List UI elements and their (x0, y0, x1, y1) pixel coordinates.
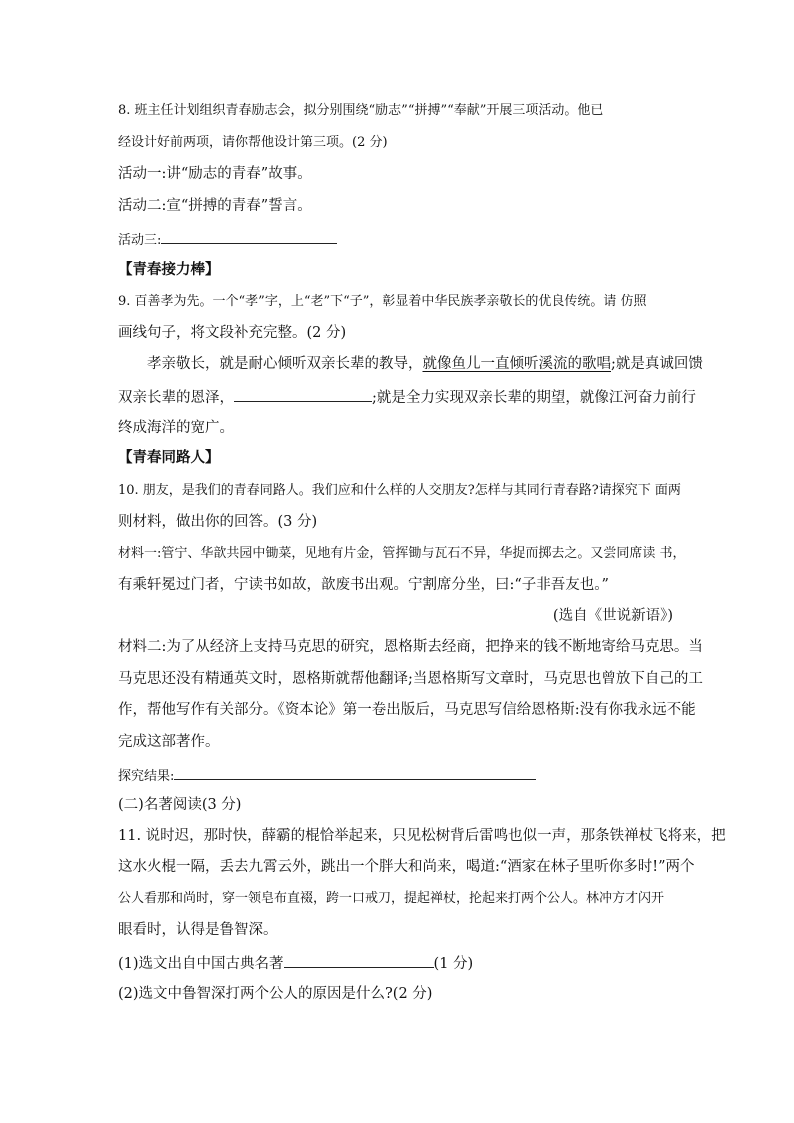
section-heading-classics: (二)名著阅读(3 分) (118, 797, 242, 813)
q10-material-1-line-2: 有乘轩冕过门者，宁读书如故，歆废书出观。宁割席分坐，曰:“子非吾友也。” (118, 577, 609, 593)
q9-paragraph-a: 孝亲敬长，就是耐心倾听双亲长辈的教导， (147, 356, 423, 372)
q8-activity-1: 活动一:讲“励志的青春”故事。 (118, 166, 312, 182)
q10-material-2-line-1: 材料二:为了从经济上支持马克思的研究，恩格斯去经商，把挣来的钱不断地寄给马克思。当 (118, 639, 703, 655)
q10-line-2: 则材料，做出你的回答。(3 分) (118, 514, 318, 530)
q10-material-2-line-4: 完成这部著作。 (118, 734, 220, 750)
q10-material-2-line-3: 作，帮他写作有关部分。《资本论》第一卷出版后，马克思写信给恩格斯:没有你我永远不能 (118, 702, 696, 718)
q9-answer-blank[interactable] (234, 389, 372, 402)
q9-line-1: 9. 百善孝为先。一个“孝”字，上“老”下“子”，彰显着中华民族孝亲敬长的优良传统。请 仿照 (118, 294, 647, 309)
q11-sub-1 (118, 955, 473, 972)
q11-line-3: 公人看那和尚时，穿一领皂布直裰，跨一口戒刀，提起禅杖，抡起来打两个公人。林冲方才闪开 (118, 891, 665, 906)
q8-answer-blank[interactable] (161, 231, 337, 244)
section-heading-companion: 【青春同路人】 (118, 449, 220, 466)
q11-line-2: 这水火棍一隔，丢去九霄云外，跳出一个胖大和尚来，喝道:“酒家在林子里听你多时!”两个 (118, 859, 695, 875)
q10-line-1: 10. 朋友，是我们的青春同路人。我们应和什么样的人交朋友?怎样与其同行青春路?请探究下 面两 (118, 483, 681, 498)
q9-paragraph-b: ;就是真诚回馈 (611, 356, 703, 372)
q8-line-2: 经设计好前两项，请你帮他设计第三项。(2 分) (118, 135, 388, 150)
q9-paragraph-line-2 (118, 389, 696, 406)
q10-material-1-source: (选自《世说新语》) (552, 608, 673, 624)
q11-sub-2: (2)选文中鲁智深打两个公人的原因是什么?(2 分) (118, 986, 433, 1002)
q10-answer-blank[interactable] (174, 767, 536, 780)
q9-paragraph-c: 双亲长辈的恩泽， (118, 390, 234, 406)
q11-sub-1-label: (1)选文出自中国古典名著 (118, 956, 284, 972)
q10-result (118, 767, 536, 783)
q11-line-4: 眼看时，认得是鲁智深。 (118, 922, 278, 938)
q9-paragraph-line-3: 终成海洋的宽广。 (118, 420, 234, 436)
q9-line-2: 画线句子，将文段补充完整。(2 分) (118, 325, 347, 341)
q9-paragraph-line-1 (147, 357, 703, 372)
q10-result-label: 探究结果: (118, 769, 175, 784)
q8-activity-2: 活动二:宣“拼搏的青春”誓言。 (118, 198, 312, 214)
q10-material-1-line-1: 材料一:管宁、华歆共园中锄菜，见地有片金，管挥锄与瓦石不异，华捉而掷去之。又尝同席读 书， (118, 546, 686, 561)
q9-underlined-sentence: 就像鱼儿一直倾听溪流的歌唱 (422, 356, 611, 372)
q8-activity-3-label: 活动三: (118, 233, 162, 248)
q11-sub-1-score: (1 分) (433, 956, 474, 972)
section-heading-relay: 【青春接力棒】 (118, 261, 220, 278)
q9-paragraph-d: ;就是全力实现双亲长辈的期望，就像江河奋力前行 (372, 390, 696, 406)
q11-sub-1-answer-blank[interactable] (284, 955, 434, 968)
q8-activity-3 (118, 231, 337, 247)
q10-material-2-line-2: 马克思还没有精通英文时，恩格斯就帮他翻译;当恩格斯写文章时，马克思也曾放下自己的工 (118, 671, 703, 687)
q11-line-1: 11. 说时迟，那时快，薛霸的棍恰举起来，只见松树背后雷鸣也似一声，那条铁禅杖飞将来，把 (118, 828, 726, 844)
q8-line-1: 8. 班主任计划组织青春励志会，拟分别围绕“励志”“拼搏”“奉献”开展三项活动。他已 (118, 103, 604, 118)
